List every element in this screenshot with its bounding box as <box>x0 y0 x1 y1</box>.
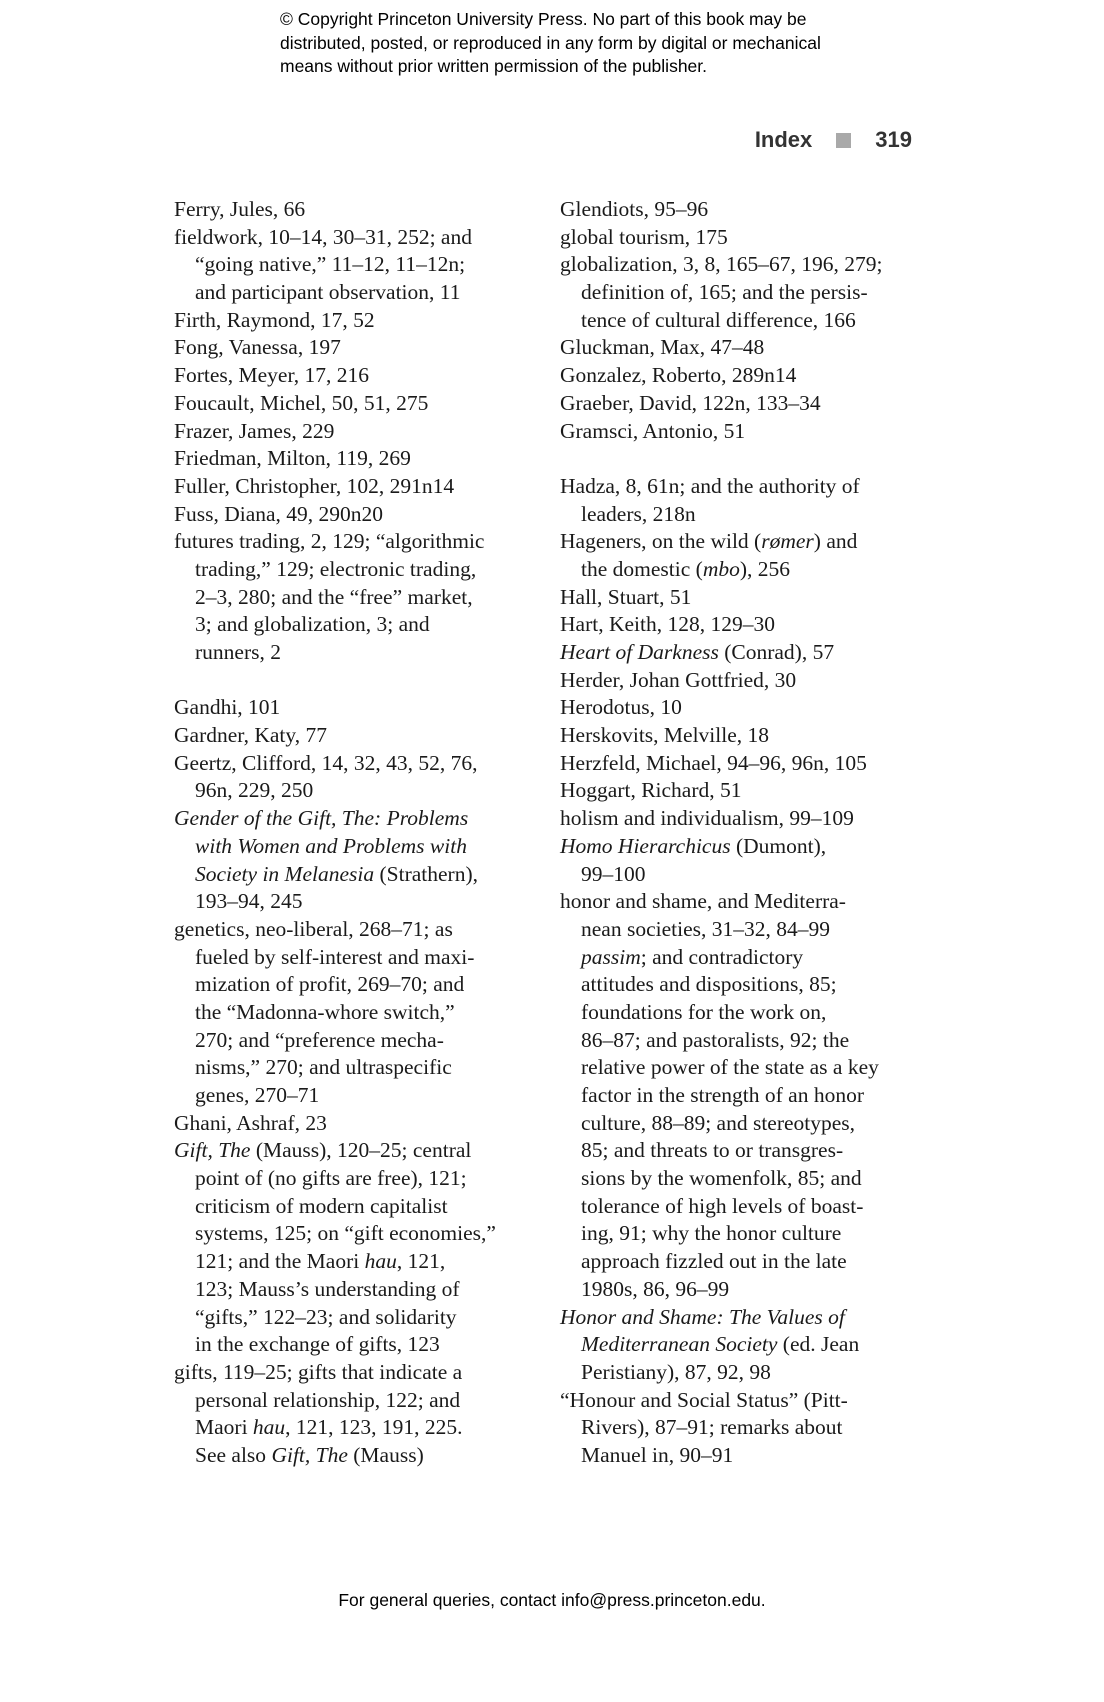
index-entry <box>560 833 930 861</box>
index-entry-continuation <box>560 999 930 1027</box>
index-entry-continuation <box>560 861 930 889</box>
index-entry <box>174 362 540 390</box>
index-entry-continuation <box>174 999 540 1027</box>
index-entry <box>174 750 540 778</box>
index-entry-text: 270; and “preference mecha- <box>195 1027 444 1052</box>
index-entry-continuation <box>560 1331 930 1359</box>
index-entry-italic-text: passim <box>581 944 641 969</box>
index-entry <box>560 196 930 224</box>
index-entry-continuation <box>174 1165 540 1193</box>
index-entry <box>560 888 930 916</box>
index-entry-continuation <box>174 584 540 612</box>
index-entry-text: leaders, 218n <box>581 501 696 526</box>
index-entry-text: Graeber, David, 122n, 133–34 <box>560 390 821 415</box>
index-entry-text: “Honour and Social Status” (Pitt- <box>560 1387 848 1412</box>
index-entry-continuation <box>174 251 540 279</box>
index-entry-text: Glendiots, 95–96 <box>560 197 709 221</box>
index-entry-italic-text: Mediterranean Society <box>581 1332 778 1357</box>
index-entry-continuation <box>174 1054 540 1082</box>
index-entry-continuation <box>560 1276 930 1304</box>
index-entry <box>174 390 540 418</box>
index-entry-text: 96n, 229, 250 <box>195 778 314 803</box>
index-entry-text: nean societies, 31–32, 84–99 <box>581 916 830 941</box>
index-entry-continuation <box>560 501 930 529</box>
index-entry-text: runners, 2 <box>195 640 281 664</box>
index-entry-italic-text: hau <box>364 1249 397 1274</box>
index-entry-text: 3; and globalization, 3; and <box>195 612 430 637</box>
index-entry-continuation <box>174 888 540 916</box>
index-entry-continuation <box>560 1054 930 1082</box>
index-entry-continuation <box>174 971 540 999</box>
index-entry <box>560 224 930 252</box>
index-entry <box>560 473 930 501</box>
index-entry-text: nisms,” 270; and ultraspecific <box>195 1055 452 1080</box>
index-entry-text: global tourism, 175 <box>560 224 728 249</box>
index-entry-continuation <box>174 1442 540 1470</box>
index-entry <box>560 390 930 418</box>
index-entry-text: Fong, Vanessa, 197 <box>174 335 341 360</box>
index-entry-text: ), 256 <box>739 556 791 581</box>
index-entry-text: Gramsci, Antonio, 51 <box>560 418 746 443</box>
letter-group-spacer <box>560 445 930 473</box>
footer-contact: For general queries, contact info@press.princeton.edu. <box>338 1590 766 1610</box>
index-entry-text: fueled by self-interest and maxi- <box>195 944 475 969</box>
index-entry-continuation <box>174 944 540 972</box>
index-entry-text: (Mauss), 120–25; central <box>250 1138 472 1163</box>
index-entry-continuation <box>560 1082 930 1110</box>
index-entry <box>174 1137 540 1165</box>
index-entry-continuation <box>560 1110 930 1138</box>
index-entry <box>560 362 930 390</box>
index-entry-text: Fuss, Diana, 49, 290n20 <box>174 501 384 526</box>
index-entry <box>560 1304 930 1332</box>
index-entry-text: “going native,” 11–12, 11–12n; <box>195 252 466 277</box>
index-entry-text: Gonzalez, Roberto, 289n14 <box>560 363 797 388</box>
index-entry-continuation <box>174 833 540 861</box>
index-entry-text: mization of profit, 269–70; and <box>195 972 465 997</box>
index-entry <box>174 418 540 446</box>
index-entry-text: 193–94, 245 <box>195 889 303 914</box>
index-entry-continuation <box>174 1331 540 1359</box>
index-entry-continuation <box>174 777 540 805</box>
index-entry-continuation <box>560 916 930 944</box>
index-entry <box>560 777 930 805</box>
index-entry-text: genetics, neo-liberal, 268–71; as <box>174 916 453 941</box>
index-entry-text: Fortes, Meyer, 17, 216 <box>174 363 370 388</box>
index-entry <box>174 1359 540 1387</box>
index-entry-text: Friedman, Milton, 119, 269 <box>174 446 411 471</box>
index-entry-text: 123; Mauss’s understanding of <box>195 1276 460 1301</box>
index-entry-text: and participant observation, 11 <box>195 280 461 305</box>
section-title: Index <box>754 127 813 152</box>
index-entry-text: 121; and the Maori <box>195 1249 365 1274</box>
index-entry-text: Foucault, Michel, 50, 51, 275 <box>174 390 429 415</box>
index-entry-continuation <box>174 1193 540 1221</box>
index-entry <box>174 307 540 335</box>
index-entry-continuation <box>174 1220 540 1248</box>
index-column-left <box>174 196 540 1470</box>
index-entry-text: gifts, 119–25; gifts that indicate a <box>174 1359 463 1384</box>
index-entry-text: the domestic ( <box>581 556 703 581</box>
index-entry-text: factor in the strength of an honor <box>581 1083 864 1107</box>
index-entry <box>560 667 930 695</box>
index-entry-text: Herodotus, 10 <box>560 695 682 720</box>
index-entry-continuation <box>560 944 930 972</box>
index-entry-continuation <box>174 639 540 667</box>
index-entry-italic-text: hau <box>252 1415 286 1440</box>
index-entry-text: Hoggart, Richard, 51 <box>560 778 742 803</box>
index-entry-continuation <box>560 971 930 999</box>
index-entry-continuation <box>560 1027 930 1055</box>
index-entry-text: the “Madonna-whore switch,” <box>195 999 455 1024</box>
index-entry-italic-text: mbo <box>702 556 740 581</box>
index-entry <box>174 501 540 529</box>
index-entry-text: attitudes and dispositions, 85; <box>581 972 837 997</box>
index-entry-continuation <box>560 1359 930 1387</box>
index-entry-text: Hall, Stuart, 51 <box>560 584 692 609</box>
index-entry-text: Fuller, Christopher, 102, 291n14 <box>174 473 455 498</box>
index-entry-text: See also <box>195 1442 272 1467</box>
index-entry-text: Frazer, James, 229 <box>174 418 335 443</box>
index-entry <box>174 1110 540 1138</box>
index-entry <box>560 418 930 446</box>
index-entry <box>174 694 540 722</box>
index-entry-text: , 121, <box>396 1249 446 1274</box>
index-entry-text: trading,” 129; electronic trading, <box>195 556 477 581</box>
index-entry-continuation <box>560 307 930 335</box>
index-entry <box>560 251 930 279</box>
index-entry <box>560 528 930 556</box>
index-entry-text: ing, 91; why the honor culture <box>581 1221 842 1246</box>
index-entry-continuation <box>174 1304 540 1332</box>
index-entry <box>174 528 540 556</box>
index-entry-text: criticism of modern capitalist <box>195 1193 448 1218</box>
index-entry-text: “gifts,” 122–23; and solidarity <box>195 1304 457 1329</box>
index-entry <box>560 722 930 750</box>
index-entry-text: (Strathern), <box>374 861 478 886</box>
index-entry-italic-text: Homo Hierarchicus <box>560 833 731 858</box>
index-entry-text: culture, 88–89; and stereotypes, <box>581 1110 856 1135</box>
index-entry-text: tolerance of high levels of boast- <box>581 1193 864 1218</box>
index-entry-text: Rivers), 87–91; remarks about <box>581 1415 843 1440</box>
index-entry-text: approach fizzled out in the late <box>581 1249 847 1274</box>
index-column-right <box>560 196 930 1470</box>
index-entry-continuation <box>560 1137 930 1165</box>
index-entry-continuation <box>174 861 540 889</box>
index-entry-text: definition of, 165; and the persis- <box>581 280 868 305</box>
index-entry-text: globalization, 3, 8, 165–67, 196, 279; <box>560 252 883 277</box>
index-entry-text: fieldwork, 10–14, 30–31, 252; and <box>174 224 472 249</box>
index-entry-text: Hageners, on the wild ( <box>560 529 762 554</box>
index-entry-text: Ghani, Ashraf, 23 <box>174 1110 327 1135</box>
index-entry-text: Gluckman, Max, 47–48 <box>560 335 765 360</box>
index-entry-italic-text: Gender of the Gift, The: Problems <box>174 806 469 831</box>
index-entry <box>560 805 930 833</box>
page-number: 319 <box>875 127 912 152</box>
copyright-line: means without prior written permission of the publisher. <box>280 56 708 76</box>
index-entry-text: (Mauss) <box>347 1442 424 1467</box>
index-entry-continuation <box>174 1387 540 1415</box>
index-entry-text: point of (no gifts are free), 121; <box>195 1166 467 1191</box>
index-entry-text: , 121, 123, 191, 225. <box>285 1415 463 1440</box>
index-entry-text: Hadza, 8, 61n; and the authority of <box>560 473 860 498</box>
index-entry-continuation <box>174 1414 540 1442</box>
index-entry-text: 1980s, 86, 96–99 <box>581 1276 730 1301</box>
index-entry <box>560 584 930 612</box>
index-entry-text: honor and shame, and Mediterra- <box>560 889 846 914</box>
index-entry <box>560 694 930 722</box>
index-entry-text: Gandhi, 101 <box>174 695 281 720</box>
index-entry-text: (Dumont), <box>730 833 827 858</box>
index-entry-continuation <box>174 611 540 639</box>
index-entry-text: Firth, Raymond, 17, 52 <box>174 307 375 332</box>
index-entry-italic-text: rømer <box>761 529 814 554</box>
index-entry-text: systems, 125; on “gift economies,” <box>195 1221 496 1246</box>
index-entry-continuation <box>560 1248 930 1276</box>
index-entry-text: Hart, Keith, 128, 129–30 <box>560 612 775 637</box>
copyright-notice <box>280 8 920 79</box>
index-entry-continuation <box>560 1165 930 1193</box>
index-entry-text: Maori <box>195 1415 253 1440</box>
index-entry-continuation <box>174 279 540 307</box>
square-separator-icon <box>836 133 851 148</box>
index-entry-text: Peristiany), 87, 92, 98 <box>581 1359 771 1384</box>
index-entry-text: (ed. Jean <box>777 1332 860 1357</box>
index-entry-text: sions by the womenfolk, 85; and <box>581 1166 862 1191</box>
index-entry-text: in the exchange of gifts, 123 <box>195 1332 440 1357</box>
index-entry-italic-text: Heart of Darkness <box>560 640 719 664</box>
index-entry-text: 85; and threats to or transgres- <box>581 1138 844 1163</box>
index-entry <box>560 639 930 667</box>
index-entry-text: Ferry, Jules, 66 <box>174 197 306 221</box>
running-head <box>755 127 912 153</box>
index-entry <box>174 805 540 833</box>
index-entry-text: holism and individualism, 99–109 <box>560 806 854 831</box>
index-entry-text: Gardner, Katy, 77 <box>174 723 327 748</box>
index-entry-text: Herskovits, Melville, 18 <box>560 723 770 748</box>
index-entry-continuation <box>560 556 930 584</box>
index-entry-continuation <box>174 1276 540 1304</box>
index-entry <box>560 1387 930 1415</box>
index-entry-continuation <box>560 1414 930 1442</box>
index-entry-text: 2–3, 280; and the “free” market, <box>195 584 473 609</box>
index-entry <box>174 916 540 944</box>
copyright-line: © Copyright Princeton University Press. No part of this book may be <box>280 9 807 29</box>
letter-group-spacer <box>174 667 540 695</box>
index-entry <box>560 611 930 639</box>
index-entry-text: futures trading, 2, 129; “algorithmic <box>174 529 485 554</box>
index-entry-text: Manuel in, 90–91 <box>581 1442 734 1467</box>
index-entry-continuation <box>174 1027 540 1055</box>
index-entry-text: personal relationship, 122; and <box>195 1387 461 1412</box>
index-entry <box>174 473 540 501</box>
index-entry <box>174 445 540 473</box>
index-entry-italic-text: Honor and Shame: The Values of <box>560 1304 845 1329</box>
index-entry-continuation <box>560 1442 930 1470</box>
index-entry <box>174 722 540 750</box>
index-entry-italic-text: Society in Melanesia <box>195 861 375 886</box>
index-entry-italic-text: Gift, The <box>174 1138 251 1163</box>
index-entry-text: (Conrad), 57 <box>718 640 835 664</box>
index-entry <box>560 750 930 778</box>
index-entry <box>174 334 540 362</box>
index-entry-text: Herder, Johan Gottfried, 30 <box>560 667 797 692</box>
index-entry <box>174 224 540 252</box>
index-entry-italic-text: with Women and Problems with <box>195 833 467 858</box>
index-entry-continuation <box>174 1082 540 1110</box>
index-entry-continuation <box>560 279 930 307</box>
index-entry-italic-text: Gift, The <box>271 1442 348 1467</box>
index-entry-text: Geertz, Clifford, 14, 32, 43, 52, 76, <box>174 750 478 775</box>
index-entry <box>560 334 930 362</box>
index-entry-continuation <box>560 1220 930 1248</box>
index-entry-text: foundations for the work on, <box>581 999 827 1024</box>
index-entry-continuation <box>174 1248 540 1276</box>
index-entry-text: 99–100 <box>581 861 646 886</box>
index-entry-continuation <box>560 1193 930 1221</box>
index-entry-text: tence of cultural difference, 166 <box>581 307 856 332</box>
index-entry <box>174 196 540 224</box>
index-entry-text: 86–87; and pastoralists, 92; the <box>581 1027 850 1052</box>
index-entry-text: ; and contradictory <box>640 944 804 969</box>
index-entry-text: relative power of the state as a key <box>581 1055 879 1080</box>
index-entry-continuation <box>174 556 540 584</box>
index-entry-text: ) and <box>813 529 858 554</box>
index-entry-text: genes, 270–71 <box>195 1083 320 1107</box>
index-entry-text: Herzfeld, Michael, 94–96, 96n, 105 <box>560 750 867 775</box>
copyright-line: distributed, posted, or reproduced in any form by digital or mechanical <box>280 32 821 53</box>
